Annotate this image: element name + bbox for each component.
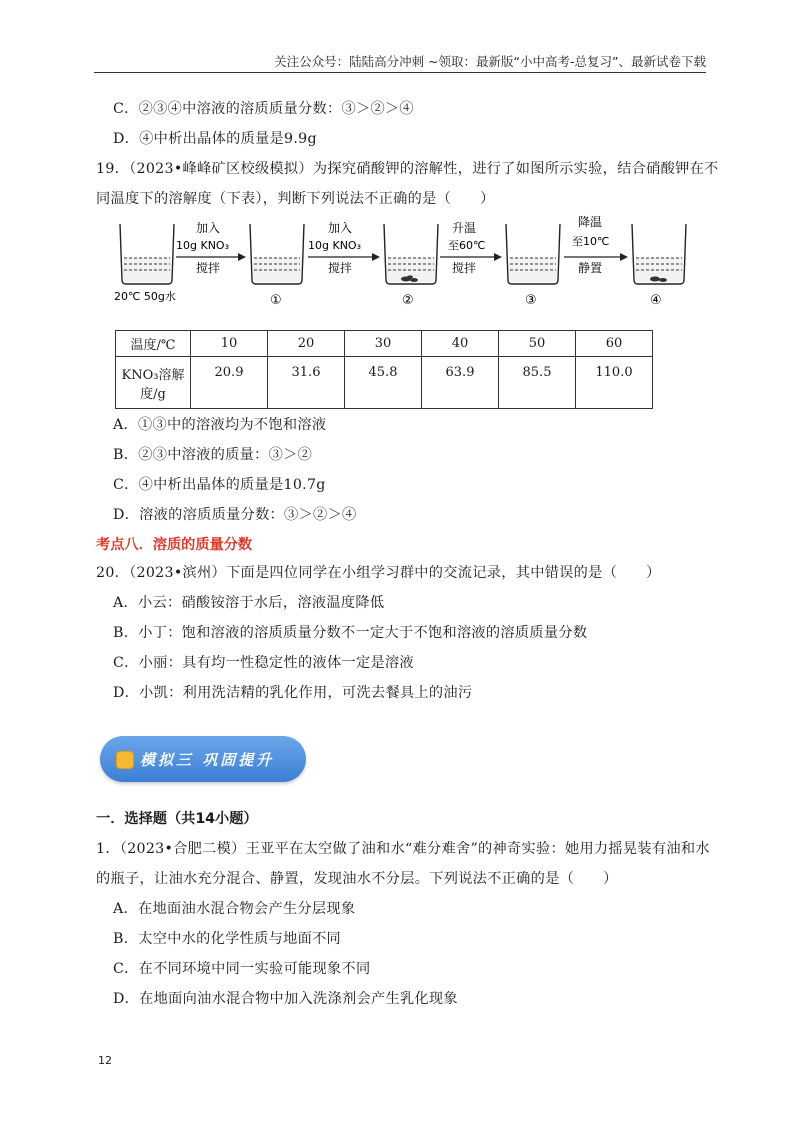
solubility-cell: 31.6 <box>268 357 345 409</box>
temperature-cell: 30 <box>345 331 422 357</box>
q1-stem-line1: 1．（2023•合肥二模）王亚平在太空做了油和水“难分难舍”的神奇实验：她用力摇晃装有油和水 <box>96 841 710 857</box>
step1-mid: 10g KNO₃ <box>176 239 229 252</box>
beaker-label-1: ① <box>270 293 282 308</box>
lightbulb-icon <box>116 751 134 769</box>
temperature-cell: 10 <box>191 331 268 357</box>
beaker-start <box>120 224 174 284</box>
step3-mid: 至60℃ <box>448 239 486 252</box>
q1-stem-line2: 的瓶子，让油水充分混合、静置，发现油水不分层。下列说法不正确的是（ ） <box>96 871 618 887</box>
q1-option-b: B．太空中水的化学性质与地面不同 <box>113 931 342 947</box>
page-number: 12 <box>98 1054 112 1067</box>
temperature-cell: 60 <box>576 331 653 357</box>
temperature-cell: 50 <box>499 331 576 357</box>
temperature-cell: 20 <box>268 331 345 357</box>
solubility-header-line1: KNO₃溶解 <box>121 367 185 383</box>
solubility-cell: 85.5 <box>499 357 576 409</box>
q20-stem: 20．（2023•滨州）下面是四位同学在小组学习群中的交流记录，其中错误的是（ ） <box>96 565 661 581</box>
q19-option-b: B．②③中溶液的质量：③＞② <box>113 447 313 463</box>
step3-top: 升温 <box>452 221 477 235</box>
step2-mid: 10g KNO₃ <box>308 239 361 252</box>
beaker-2 <box>384 224 438 284</box>
q19-option-c: C．④中析出晶体的质量是10.7g <box>113 477 326 493</box>
q19-option-a: A．①③中的溶液均为不饱和溶液 <box>113 417 327 433</box>
section-title-8: 考点八．溶质的质量分数 <box>96 537 253 553</box>
beaker-4 <box>632 224 686 284</box>
q1-option-c: C．在不同环境中同一实验可能现象不同 <box>113 961 371 977</box>
q1-option-d: D．在地面向油水混合物中加入洗涤剂会产生乳化现象 <box>113 991 458 1007</box>
step4-bot: 静置 <box>578 261 603 275</box>
q19-option-d: D．溶液的溶质质量分数：③＞②＞④ <box>113 507 357 523</box>
q19-stem-line1: 19．（2023•峰峰矿区校级模拟）为探究硝酸钾的溶解性，进行了如图所示实验，结合硝酸钾在不 <box>96 161 719 177</box>
solubility-cell: 63.9 <box>422 357 499 409</box>
temperature-cell: 40 <box>422 331 499 357</box>
temperature-header: 温度/℃ <box>116 331 191 357</box>
q1-option-a: A．在地面油水混合物会产生分层现象 <box>113 901 356 917</box>
table-row-temperature <box>116 331 653 357</box>
beaker-1 <box>250 224 304 284</box>
beaker-label-3: ③ <box>525 293 537 308</box>
step2-bot: 搅拌 <box>328 261 353 275</box>
solubility-header-line2: 度/g <box>140 386 166 402</box>
beaker-label-2: ② <box>402 293 414 308</box>
step3-bot: 搅拌 <box>452 261 477 275</box>
solubility-table <box>115 330 653 409</box>
prev-option-c: C．②③④中溶液的溶质质量分数：③＞②＞④ <box>113 101 414 117</box>
step1-bot: 搅拌 <box>196 261 221 275</box>
prev-option-d: D．④中析出晶体的质量是9.9g <box>113 131 317 147</box>
q19-stem-line2: 同温度下的溶解度（下表），判断下列说法不正确的是（ ） <box>96 191 495 207</box>
start-condition-label: 20℃ 50g水 <box>114 290 176 303</box>
solubility-cell: 110.0 <box>576 357 653 409</box>
banner-title: 模拟三 巩固提升 <box>140 751 275 769</box>
step4-top: 降温 <box>578 215 603 229</box>
solubility-cell: 45.8 <box>345 357 422 409</box>
q20-option-c: C．小丽：具有均一性稳定性的液体一定是溶液 <box>113 655 414 671</box>
header-divider <box>94 72 706 73</box>
q19-experiment-diagram <box>110 212 690 312</box>
table-row-solubility <box>116 357 653 409</box>
beaker-3 <box>506 224 560 284</box>
page-header: 关注公众号：陆陆高分冲刺 ~领取：最新版“小中高考-总复习”、最新试卷下载 <box>274 54 706 69</box>
step4-mid: 至10℃ <box>572 235 610 248</box>
solubility-cell: 20.9 <box>191 357 268 409</box>
q20-option-a: A．小云：硝酸铵溶于水后，溶液温度降低 <box>113 595 385 611</box>
solubility-header <box>116 357 191 409</box>
module-banner <box>100 736 306 782</box>
q20-option-d: D．小凯：利用洗洁精的乳化作用，可洗去餐具上的油污 <box>113 685 473 701</box>
part-title: 一．选择题（共14小题） <box>96 811 258 827</box>
q20-option-b: B．小丁：饱和溶液的溶质质量分数不一定大于不饱和溶液的溶质质量分数 <box>113 625 588 641</box>
step1-top: 加入 <box>196 221 221 235</box>
step2-top: 加入 <box>328 221 353 235</box>
beaker-label-4: ④ <box>650 293 662 308</box>
